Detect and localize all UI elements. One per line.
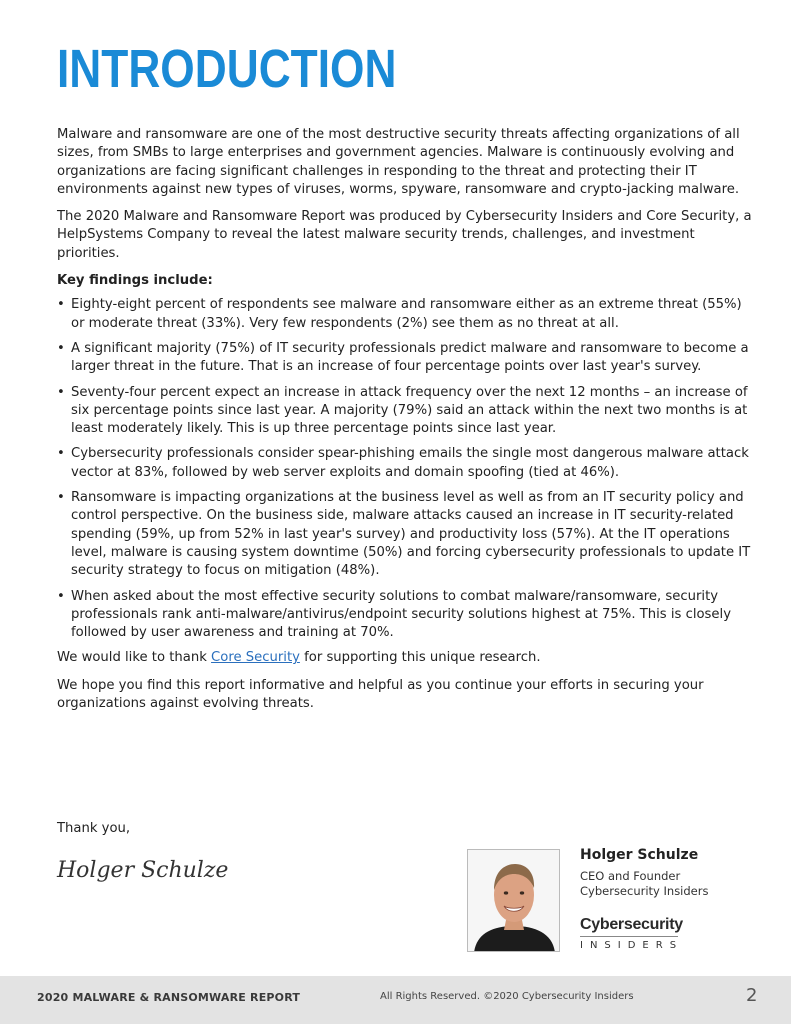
- intro-paragraph-1: Malware and ransomware are one of the most destructive security threats affecting organizations of all sizes, from SMBs to large enterprises and government agencies. Malware is continuously evolving and organizations are facing significant challenges in responding to the threat and protecting their IT environments against new types of viruses, worms, spyware, ransomware and crypto-jacking malware.: [57, 127, 740, 197]
- portrait-icon: [468, 850, 560, 952]
- main-content: [57, 126, 755, 722]
- list-item: [57, 588, 755, 643]
- bullet-icon: •: [57, 384, 65, 400]
- intro-paragraph-2: The 2020 Malware and Ransomware Report was produced by Cybersecurity Insiders and Core Security, a HelpSystems Company to reveal the latest malware security trends, challenges, and investment priorities.: [57, 209, 752, 261]
- author-name: Holger Schulze: [580, 847, 699, 863]
- core-security-link[interactable]: Core Security: [211, 650, 300, 666]
- list-item: [57, 489, 755, 580]
- sign-off: Thank you,: [57, 821, 131, 836]
- finding-text: A significant majority (75%) of IT security professionals predict malware and ransomware to become a larger threat in the future. That is an increase of four percentage points over last year's survey.: [71, 340, 749, 375]
- footer-report-title: 2020 MALWARE & RANSOMWARE REPORT: [37, 991, 301, 1004]
- bullet-icon: •: [57, 588, 65, 604]
- thanks-paragraph: [57, 649, 755, 667]
- page-number: 2: [746, 985, 758, 1006]
- list-item: [57, 445, 755, 482]
- finding-text: Seventy-four percent expect an increase in attack frequency over the next 12 months – an increase of six percentage points since last year. A majority (79%) said an attack within the next two months is at least moderately likely. This is up three percentage points since last year.: [71, 384, 748, 437]
- logo-divider: [580, 936, 678, 937]
- footer-copyright: All Rights Reserved. ©2020 Cybersecurity Insiders: [380, 991, 634, 1002]
- page-title: INTRODUCTION: [57, 39, 397, 99]
- author-organization: Cybersecurity Insiders: [580, 884, 709, 898]
- thanks-suffix: for supporting this unique research.: [299, 650, 541, 666]
- bullet-icon: •: [57, 297, 65, 313]
- finding-text: Cybersecurity professionals consider spear-phishing emails the single most dangerous malware attack vector at 83%, followed by web server exploits and domain spoofing (tied at 46%).: [71, 446, 749, 480]
- logo-wordmark: Cybersecurity: [580, 916, 683, 933]
- bullet-icon: •: [57, 340, 65, 356]
- finding-text: Eighty-eight percent of respondents see malware and ransomware either as an extreme threat (55%) or moderate threat (33%). Very few respondents (2%) see them as no threat at all.: [71, 297, 742, 331]
- author-photo: [467, 849, 560, 952]
- logo-subtitle: INSIDERS: [580, 940, 684, 951]
- footer-bar: [0, 976, 791, 1024]
- finding-text: When asked about the most effective security solutions to combat malware/ransomware, security professionals rank anti-malware/antivirus/endpoint security solutions highest at 75%. This is closely followed by user awareness and training at 70%.: [71, 588, 732, 641]
- list-item: [57, 384, 755, 439]
- closing-paragraph: We hope you find this report informative and helpful as you continue your efforts in securing your organizations against evolving threats.: [57, 677, 704, 712]
- thanks-prefix: We would like to thank: [57, 650, 212, 666]
- author-role: CEO and Founder: [580, 869, 681, 883]
- list-item: [57, 296, 755, 333]
- list-item: [57, 340, 755, 377]
- finding-text: Ransomware is impacting organizations at the business level as well as from an IT security policy and control perspective. On the business side, malware attacks caused an increase in IT security-related spending (59%, up from 52% in last year's survey) and productivity loss (57%). At the IT operations level, malware is causing system downtime (50%) and forcing cybersecurity professionals to update IT security strategy to focus on mitigation (48%).: [71, 490, 751, 579]
- key-findings-list: [57, 296, 755, 642]
- bullet-icon: •: [57, 446, 65, 462]
- key-findings-heading: Key findings include:: [57, 273, 213, 289]
- bullet-icon: •: [57, 490, 65, 506]
- handwritten-signature: Holger Schulze: [57, 858, 229, 883]
